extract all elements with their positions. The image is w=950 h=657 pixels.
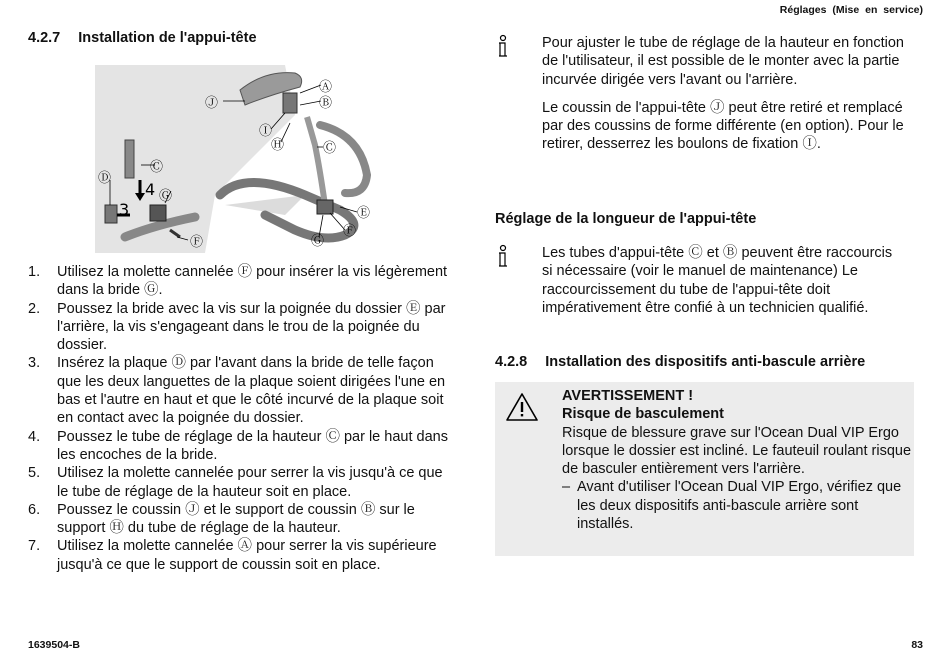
callout-i: Ⓘ: [259, 124, 273, 139]
section-heading-left: [28, 30, 448, 46]
warning-heading: AVERTISSEMENT !: [562, 388, 694, 404]
page-number: 83: [911, 639, 923, 651]
warning-box: [495, 382, 914, 556]
step-item: 6. Poussez le coussin Ⓙ et le support de coussin Ⓑ sur le support Ⓗ du tube de réglage de la hauteur.: [28, 501, 415, 537]
warning-subheading: Risque de basculement: [562, 406, 724, 423]
step-item: 4. Poussez le tube de réglage de la hauteur Ⓒ par le haut dans les encoches de la bride.: [28, 428, 448, 463]
info-note-length: [495, 244, 905, 327]
step-item: 3. Insérez la plaque Ⓓ par l'avant dans la bride de telle façon que les deux languettes de la plaque soient dirigées l'une en bas et l'autre en haut et que le côté incurvé de la plaque soit en contact avec la poignée du dossier.: [28, 355, 446, 427]
step-3-marker: 3: [119, 200, 130, 219]
callout-d: Ⓓ: [98, 171, 112, 186]
callout-f-left: Ⓕ: [190, 235, 204, 250]
subsection-title: Réglage de la longueur de l'appui-tête: [495, 211, 757, 227]
document-number: 1639504-B: [28, 639, 80, 651]
step-item: 1. Utilisez la molette cannelée Ⓕ pour insérer la vis légèrement dans la bride Ⓖ.: [28, 264, 448, 299]
step-item: 5. Utilisez la molette cannelée pour serrer la vis jusqu'à ce que le tube de réglage de la hauteur soit en place.: [28, 465, 443, 500]
step-4-marker: 4: [145, 180, 156, 199]
section-title: Installation de l'appui-tête: [78, 30, 257, 46]
callout-c-left: Ⓒ: [150, 160, 164, 175]
section-title: Installation des dispositifs anti-bascule arrière: [545, 354, 866, 370]
callout-e: Ⓔ: [357, 206, 371, 221]
callout-j: Ⓙ: [205, 96, 219, 111]
warning-text: Risque de blessure grave sur l'Ocean Dual VIP Ergo lorsque le dossier est incliné. Le fauteuil roulant risque de basculer entièrement vers l'arrière.: [562, 424, 912, 478]
note-paragraph: Pour ajuster le tube de réglage de la hauteur en fonction de l'utilisateur, il est possible de le monter avec la partie incurvée dirigée vers l'avant ou l'arrière.: [542, 35, 904, 88]
callout-b: Ⓑ: [319, 96, 333, 111]
note-paragraph: Les tubes d'appui-tête Ⓒ et Ⓑ peuvent être raccourcis si nécessaire (voir le manuel de maintenance) Le raccourcissement du tube de l'appui-tête doit impérativement être confié à un technicien qualifié.: [542, 245, 893, 316]
callout-c: Ⓒ: [323, 141, 337, 156]
headrest-installation-figure: [95, 65, 375, 253]
section-number: 4.2.8: [495, 354, 528, 370]
note-paragraph: Le coussin de l'appui-tête Ⓙ peut être retiré et remplacé par des coussins de forme différente (en option). Pour le retirer, desserrez les boulons de fixation Ⓘ.: [542, 99, 904, 153]
warning-triangle-icon: [495, 382, 562, 556]
callout-g-left: Ⓖ: [159, 189, 173, 204]
step-item: 7. Utilisez la molette cannelée Ⓐ pour serrer la vis supérieure jusqu'à ce que le support de coussin soit en place.: [28, 538, 437, 573]
callout-a: Ⓐ: [319, 80, 333, 95]
callout-f: Ⓕ: [343, 224, 357, 239]
warning-bullet: – Avant d'utiliser l'Ocean Dual VIP Ergo, vérifiez que les deux dispositifs anti-bascule arrière sont installés.: [562, 479, 902, 533]
page-header: Réglages (Mise en service): [779, 4, 923, 16]
section-heading-right: [495, 354, 865, 370]
section-number: 4.2.7: [28, 30, 61, 46]
info-note-adjust: [495, 34, 905, 164]
installation-steps: [28, 263, 448, 574]
info-icon: [495, 34, 542, 164]
info-icon: [495, 244, 542, 327]
step-item: 2. Poussez la bride avec la vis sur la poignée du dossier Ⓔ par l'arrière, la vis s'engageant dans le trou de la poignée du dossier.: [28, 300, 446, 354]
callout-h: Ⓗ: [271, 138, 285, 153]
callout-g: Ⓖ: [311, 234, 325, 249]
